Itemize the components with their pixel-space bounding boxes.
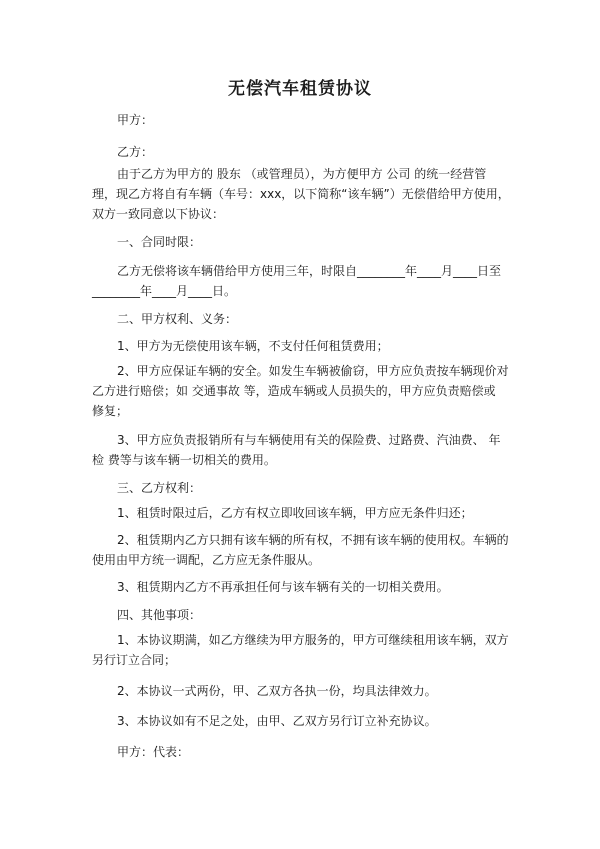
party-a-item-3 xyxy=(92,430,522,470)
document-title: 无偿汽车租赁协议 xyxy=(228,79,372,99)
party-b-item-3: 3、租赁期内乙方不再承担任何与该车辆有关的一切相关费用。 xyxy=(117,580,449,594)
party-b-rights-heading: 三、乙方权利： xyxy=(117,481,202,495)
a-item3-line-1: 3、甲方应负责报销所有与车辆使用有关的保险费、过路费、汽油费、 年 xyxy=(117,433,501,447)
a-item2-line-3: 修复； xyxy=(92,404,129,418)
term-heading: 一、合同时限： xyxy=(117,235,202,249)
a-item3-line-2: 检 费等与该车辆一切相关的费用。 xyxy=(92,453,276,467)
party-a-label: 甲方： xyxy=(117,113,154,127)
party-b-label: 乙方： xyxy=(117,145,154,159)
signature-line: 甲方：代表： xyxy=(117,745,190,759)
other-item1-line-1: 1、本协议期满，如乙方继续为甲方服务的，甲方可继续租用该车辆，双方 xyxy=(117,633,509,647)
b-item2-line-1: 2、租赁期内乙方只拥有该车辆的所有权，不拥有该车辆的使用权。车辆的 xyxy=(117,533,509,547)
party-b-item-2 xyxy=(92,530,522,570)
intro-line-1: 由于乙方为甲方的 股东 （或管理员），为方便甲方 公司 的统一经营管 xyxy=(117,167,487,181)
other-matters-heading: 四、其他事项： xyxy=(117,608,202,622)
intro-line-2: 理，现乙方将自有车辆（车号：xxx，以下简称“该车辆”）无偿借给甲方使用， xyxy=(92,187,510,201)
other-item-1 xyxy=(92,630,522,670)
party-a-rights-heading: 二、甲方权利、义务： xyxy=(117,312,238,326)
party-b-item-1: 1、租赁时限过后，乙方有权立即收回该车辆，甲方应无条件归还； xyxy=(117,506,473,520)
term-line-1: 乙方无偿将该车辆借给甲方使用三年，时限自________年____月____日至 xyxy=(117,264,502,278)
other-item1-line-2: 另行订立合同； xyxy=(92,653,177,667)
a-item2-line-1: 2、甲方应保证车辆的安全。如发生车辆被偷窃，甲方应负责按车辆现价对 xyxy=(117,364,509,378)
a-item2-line-2: 乙方进行赔偿；如 交通事故 等，造成车辆或人员损失的，甲方应负责赔偿或 xyxy=(92,384,496,398)
party-a-item-2 xyxy=(92,361,522,421)
term-line-2: ________年____月____日。 xyxy=(92,284,237,298)
intro-line-3: 双方一致同意以下协议： xyxy=(92,207,225,221)
party-a-item-1: 1、甲方为无偿使用该车辆，不支付任何租赁费用； xyxy=(117,339,389,353)
b-item2-line-2: 使用由甲方统一调配，乙方应无条件服从。 xyxy=(92,553,321,567)
other-item-3: 3、本协议如有不足之处，由甲、乙双方另行订立补充协议。 xyxy=(117,714,437,728)
intro-paragraph xyxy=(92,164,522,224)
term-paragraph xyxy=(92,261,522,301)
other-item-2: 2、本协议一式两份，甲、乙双方各执一份，均具法律效力。 xyxy=(117,684,437,698)
